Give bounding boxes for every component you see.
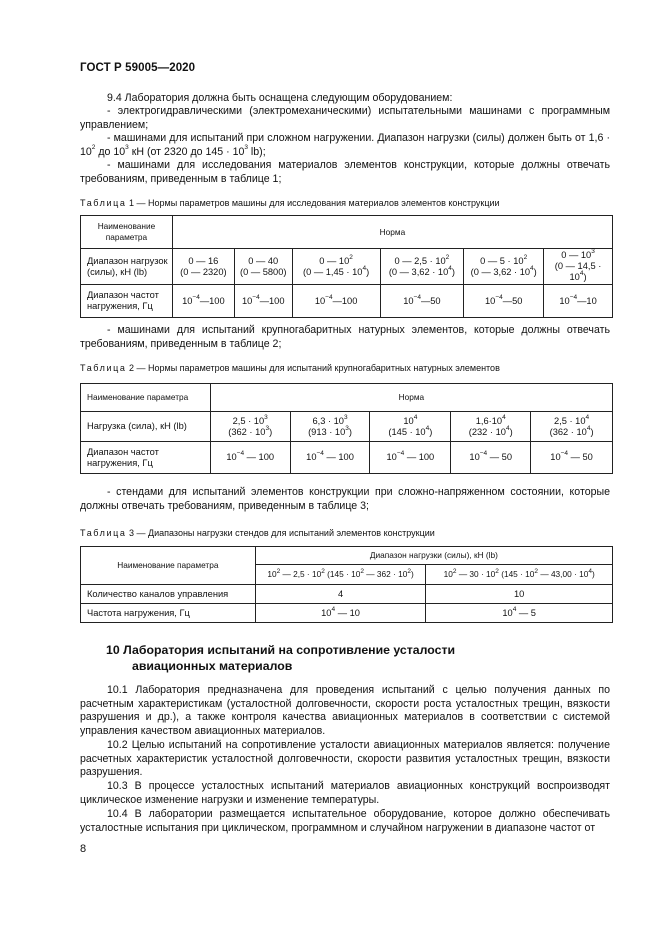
- table3-row-channels-label: Количество каналов управления: [81, 585, 256, 604]
- section-9-4-item-1: - электрогидравлическими (электромеханическими) испытательными машинами с программным управлением;: [80, 105, 610, 131]
- table1-cell: 0 — 40 (0 — 5800): [234, 249, 292, 285]
- table1-header-norm: Норма: [172, 216, 612, 249]
- document-header: ГОСТ Р 59005—2020: [80, 62, 196, 74]
- section-9-4-item-3: - машинами для исследования материалов элементов конструкции, которые должны отвечать требованиям, приведенным в таблице 1;: [80, 159, 610, 185]
- table1-caption: Таблица 1 — Нормы параметров машины для исследования материалов элементов конструкции: [80, 198, 500, 208]
- table3-row-freq-label: Частота нагружения, Гц: [81, 604, 256, 623]
- table2-header-norm: Норма: [210, 384, 612, 412]
- table2-cell: $10^4$ $(145 \cdot 10^4)$: [370, 412, 451, 442]
- table-3: [80, 546, 613, 623]
- table1-cell: $10^{-4}—100$: [234, 285, 292, 318]
- section-10-1: 10.1 Лаборатория предназначена для проведения испытаний с целью получения данных по расчетным характеристикам (усталостной долговечности, скорости роста усталостных трещин, вязкости разрушения и др.), а также контроля качества авиационных материалов в соответствии с системой управления качеством авиационных материалов.: [80, 684, 610, 737]
- table1-row-load-label: Диапазон нагрузок (силы), кН (lb): [81, 249, 173, 285]
- table3-header-param: Наименование параметра: [81, 547, 256, 585]
- section-10-3: 10.3 В процессе усталостных испытаний материалов авиационных конструкций воспроизводят циклическое изменение нагрузки и изменение температуры.: [80, 780, 610, 806]
- section-10-4: 10.4 В лаборатории размещается испытательное оборудование, которое должно обеспечивать усталостные испытания при циклическом, программном и случайном нагружении в диапазоне частот от: [80, 808, 610, 834]
- table2-cell: $10^{-4}$ — 100: [290, 442, 370, 474]
- table2-cell: $10^{-4}$ — 100: [210, 442, 290, 474]
- table3-header-range: Диапазон нагрузки (силы), кН (lb): [255, 547, 612, 565]
- table3-subheader-range-2: $10^2$ — $30 \cdot 10^2$ ($145 \cdot 10^2$ — $43,00 \cdot 10^4$): [426, 565, 613, 585]
- table1-cell: $10^{-4}—50$: [464, 285, 544, 318]
- table2-cell: $10^{-4}$ — 50: [451, 442, 531, 474]
- table3-cell: $10^4$ — 5: [426, 604, 613, 623]
- section-9-4-item-5: - стендами для испытаний элементов конструкции при сложно-напряженном состоянии, которые должны отвечать требованиям, приведенным в таблице 3;: [80, 486, 610, 512]
- section-10-2: 10.2 Целью испытаний на сопротивление усталости авиационных материалов является: получение расчетных характеристик усталостной долговечности, скорости развития усталостных трещин, вязкости разрушения.: [80, 739, 610, 778]
- table1-cell: $10^{-4}—10$: [544, 285, 613, 318]
- table2-cell: $10^{-4}$ — 100: [370, 442, 451, 474]
- section-9-4-intro: 9.4 Лаборатория должна быть оснащена следующим оборудованием:: [107, 92, 453, 104]
- table1-cell: 0 — $10^2$ (0 — $1,45 \cdot 10^4$): [292, 249, 380, 285]
- table2-cell: $2,5 \cdot 10^4$ $(362 \cdot 10^4)$: [531, 412, 613, 442]
- table2-row-freq-label: Диапазон частот нагружения, Гц: [81, 442, 211, 474]
- table1-cell: 0 — $10^3$ (0 — $14,5 \cdot 10^4$): [544, 249, 613, 285]
- table1-cell: 0 — 16 (0 — 2320): [172, 249, 234, 285]
- table1-cell: $10^{-4}—100$: [172, 285, 234, 318]
- table3-cell: 4: [255, 585, 426, 604]
- section-9-4-item-2: - машинами для испытаний при сложном нагружении. Диапазон нагрузки (силы) должен быть от $1,6 \cdot 10^2$ до $10^3$ кН (от 2320 до $145 \cdot 10^3$ lb);: [80, 132, 610, 158]
- table1-cell: 0 — $5 \cdot 10^2$ (0 — $3,62 \cdot 10^4$): [464, 249, 544, 285]
- table2-cell: $6,3 \cdot 10^3$ $(913 \cdot 10^3)$: [290, 412, 370, 442]
- table1-header-param: Наименование параметра: [81, 216, 173, 249]
- table3-caption: Таблица 3 — Диапазоны нагрузки стендов для испытаний элементов конструкции: [80, 528, 435, 538]
- table3-cell: $10^4$ — 10: [255, 604, 426, 623]
- table1-cell: $10^{-4}—100$: [292, 285, 380, 318]
- table-2: [80, 383, 613, 474]
- table2-header-param: Наименование параметра: [81, 384, 211, 412]
- table1-cell: $10^{-4}—50$: [380, 285, 464, 318]
- table1-cell: 0 — $2,5 \cdot 10^2$ (0 — $3,62 \cdot 10^4$): [380, 249, 464, 285]
- section-9-4-item-4: - машинами для испытаний крупногабаритных натурных элементов, которые должны отвечать требованиям, приведенным в таблице 2;: [80, 324, 610, 350]
- table2-cell: $10^{-4}$ — 50: [531, 442, 613, 474]
- table2-caption: Таблица 2 — Нормы параметров машины для испытаний крупногабаритных натурных элементов: [80, 363, 500, 373]
- table-1: [80, 215, 613, 318]
- table2-row-load-label: Нагрузка (сила), кН (lb): [81, 412, 211, 442]
- page-number: 8: [80, 843, 87, 855]
- table3-subheader-range-1: $10^2$ — $2,5 \cdot 10^2$ ($145 \cdot 10^2$ — $362 \cdot 10^2$): [255, 565, 426, 585]
- section-10-title: 10 Лаборатория испытаний на сопротивление усталости авиационных материалов: [106, 643, 456, 673]
- table2-cell: $1,6\cdot 10^4$ $(232 \cdot 10^4)$: [451, 412, 531, 442]
- table1-row-freq-label: Диапазон частот нагружения, Гц: [81, 285, 173, 318]
- table2-cell: $2,5 \cdot 10^3$ $(362 \cdot 10^3)$: [210, 412, 290, 442]
- table3-cell: 10: [426, 585, 613, 604]
